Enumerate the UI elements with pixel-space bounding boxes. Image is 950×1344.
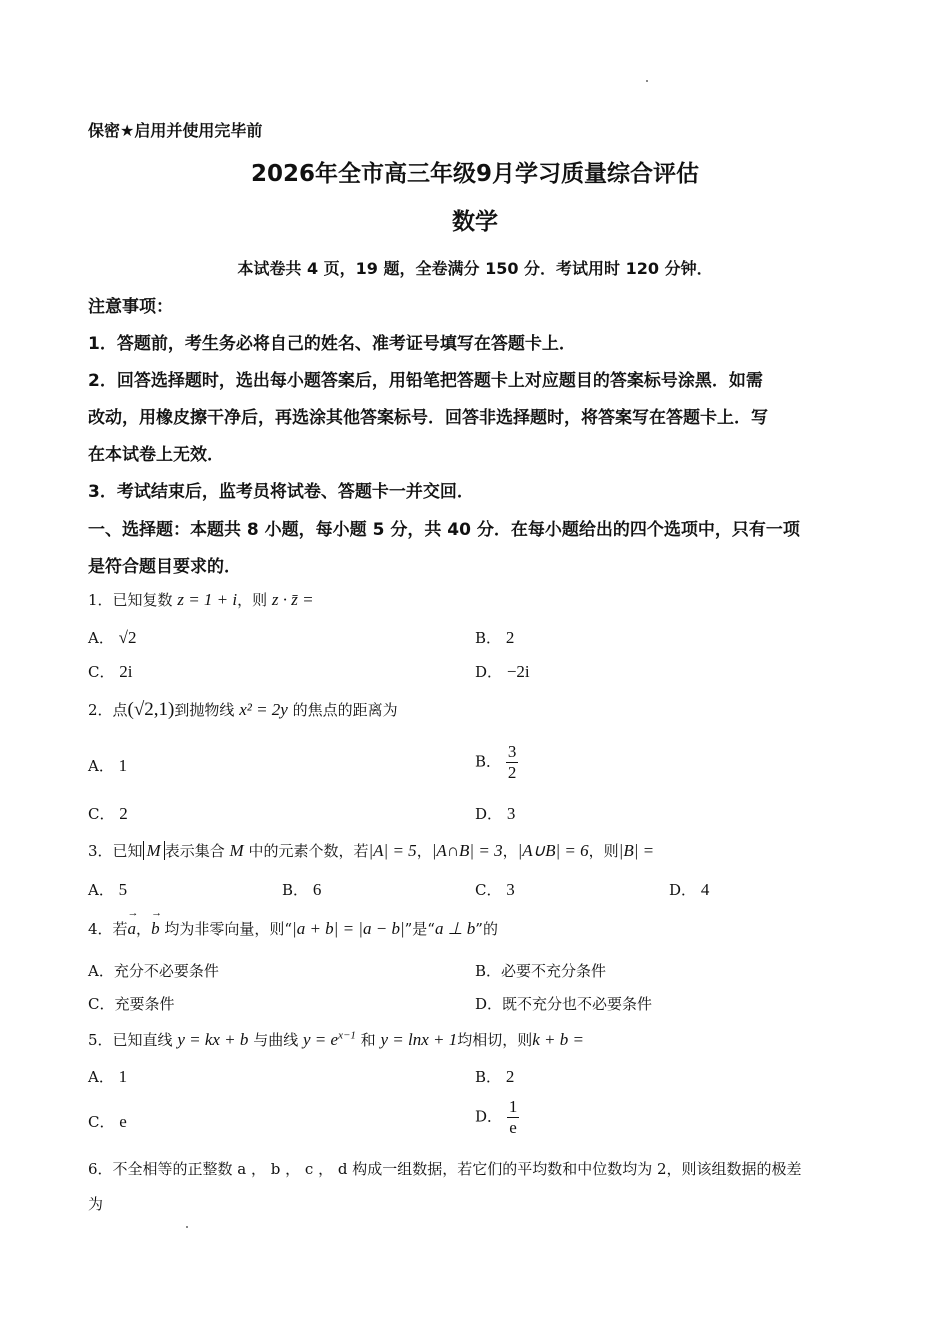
option-label: A． (88, 881, 114, 899)
question-4-option-b (475, 960, 606, 981)
fraction-numerator: 1 (508, 1097, 518, 1116)
option-label: D． (669, 881, 697, 899)
option-label: C． (475, 881, 502, 899)
option-label: D． (475, 663, 503, 681)
option-value: 充要条件 (114, 995, 175, 1013)
notice-item-2-line-1: 2．回答选择题时，选出每小题答案后，用铅笔把答题卡上对应题目的答案标号涂黑．如需 (88, 371, 763, 391)
question-3-option-d (669, 879, 709, 900)
option-value: 既不充分也不必要条件 (502, 995, 653, 1013)
option-value: 1 (118, 756, 128, 775)
option-value: 1 (118, 1067, 128, 1086)
option-label: C． (88, 1113, 115, 1131)
question-2-option-d (475, 803, 515, 824)
curve-exponent: x−1 (338, 1029, 356, 1042)
question-3-stem: 3．已知 M 表示集合 M 中的元素个数，若|A| = 5，|A∩B| = 3，|A∪B| = 6，则|B| = (88, 841, 655, 860)
question-4-prefix: 4．若 (88, 920, 128, 938)
question-3-condition-1: |A| = 5 (368, 841, 417, 860)
question-3-ask: |B| = (618, 841, 655, 860)
question-2-option-b (475, 742, 518, 783)
question-3-text: 表示集合 (164, 842, 225, 860)
question-2-option-c (88, 803, 128, 824)
option-value: 2 (119, 804, 128, 823)
option-value: 充分不必要条件 (113, 962, 219, 980)
question-5-prefix: 5．已知直线 (88, 1031, 173, 1049)
option-value: −2i (506, 662, 530, 681)
question-4-condition: |a + b| = |a − b| (292, 919, 405, 938)
notice-item-1: 1．答题前，考生务必将自己的姓名、准考证号填写在答题卡上． (88, 334, 576, 354)
notice-item-3: 3．考试结束后，监考员将试卷、答题卡一并交回． (88, 482, 474, 502)
question-1-option-d (475, 661, 530, 682)
question-3-option-a (88, 879, 127, 900)
question-4-option-d (475, 993, 652, 1014)
question-2-connector: 到抛物线 (174, 701, 235, 719)
question-1-option-c (88, 661, 133, 682)
question-3-connector: ，则 (588, 842, 619, 860)
question-3-option-b (282, 879, 321, 900)
option-label: B． (475, 1068, 502, 1086)
curve-base: y = e (303, 1030, 339, 1049)
option-label: A． (88, 962, 114, 980)
question-2-stem (88, 699, 398, 721)
option-label: B． (475, 752, 502, 771)
option-value: 3 (506, 880, 515, 899)
option-label: B． (475, 962, 502, 980)
question-3-condition-2: |A∩B| = 3 (431, 841, 503, 860)
question-4-stem (88, 918, 498, 939)
question-5-option-d (475, 1097, 519, 1138)
question-5-text: 与曲线 (253, 1031, 299, 1049)
question-4-vector-b: → b (151, 919, 160, 939)
question-1-stem (88, 589, 314, 610)
option-value: √2 (118, 628, 137, 647)
question-4-comma: ， (136, 920, 152, 938)
option-label: D． (475, 995, 503, 1013)
question-5-curve-1 (303, 1030, 356, 1049)
exam-info: 本试卷共 4 页，19 题，全卷满分 150 分．考试用时 120 分钟． (237, 259, 713, 278)
option-value: 2 (505, 1067, 515, 1086)
option-value: 2i (119, 662, 133, 681)
option-label: D． (475, 1107, 503, 1126)
option-fraction (506, 742, 519, 783)
fraction-numerator: 3 (507, 742, 517, 761)
question-6-stem-line-2: 为 (88, 1195, 104, 1213)
option-label: A． (88, 757, 114, 775)
question-4-option-c (88, 993, 175, 1014)
question-1-prefix: 1．已知复数 (88, 591, 173, 609)
question-5-option-a (88, 1066, 127, 1087)
question-4-option-a (88, 960, 219, 981)
option-label: B． (282, 881, 309, 899)
question-3-prefix: 3．已知 (88, 842, 143, 860)
question-1-option-b (475, 627, 514, 648)
question-4-condition-2: a ⊥ b (434, 919, 476, 938)
option-label: B． (475, 629, 502, 647)
option-fraction (507, 1097, 520, 1138)
option-label: C． (88, 663, 115, 681)
question-3-text: 中的元素个数，若 (248, 842, 369, 860)
question-2-option-a (88, 755, 127, 776)
section-1-heading-line-1: 一、选择题：本题共 8 小题，每小题 5 分，共 40 分．在每小题给出的四个选项中，只有一项 (88, 520, 800, 540)
option-value: 6 (312, 880, 322, 899)
exam-title: 2026年全市高三年级9月学习质量综合评估 (250, 161, 700, 187)
question-2-equation: x² = 2y (239, 700, 288, 719)
option-value: 4 (700, 880, 710, 899)
option-value: 3 (506, 804, 516, 823)
option-value: 5 (118, 880, 128, 899)
confidential-label: 保密★启用并使用完毕前 (88, 121, 263, 140)
notice-item-2-line-3: 在本试卷上无效． (88, 445, 224, 465)
question-5-text: 均相切，则 (457, 1031, 533, 1049)
option-value: 2 (505, 628, 515, 647)
question-3-set: M (229, 841, 244, 860)
question-4-text: 均为非零向量，则“ (164, 920, 293, 938)
option-value: 必要不充分条件 (501, 962, 607, 980)
option-label: A． (88, 629, 114, 647)
scan-speck (646, 80, 648, 82)
question-2-point: (√2,1) (127, 699, 175, 720)
fraction-denominator: 2 (507, 763, 517, 782)
question-1-equation: z = 1 + i (177, 590, 238, 609)
notice-item-2-line-2: 改动，用橡皮擦干净后，再选涂其他答案标号．回答非选择题时，将答案写在答题卡上．写 (88, 408, 768, 428)
question-4-text: ”是“ (404, 920, 435, 938)
question-5-ask: k + b = (532, 1030, 584, 1049)
question-3-cardinality: M (143, 841, 165, 860)
notice-heading: 注意事项： (88, 297, 173, 317)
question-5-stem (88, 1029, 584, 1050)
option-label: D． (475, 805, 503, 823)
question-5-line: y = kx + b (177, 1030, 249, 1049)
question-5-text: 和 (360, 1031, 376, 1049)
subject-title: 数学 (452, 209, 498, 235)
question-2-suffix: 的焦点的距离为 (292, 701, 398, 719)
question-5-curve-2: y = lnx + 1 (380, 1030, 458, 1049)
question-6-stem-line-1: 6．不全相等的正整数 a ， b ， c ， d 构成一组数据，若它们的平均数和中位数均为 2，则该组数据的极差 (88, 1160, 802, 1178)
question-3-option-c (475, 879, 515, 900)
option-value: e (119, 1112, 127, 1131)
question-2-prefix: 2．点 (88, 701, 128, 719)
fraction-denominator: e (509, 1118, 517, 1137)
question-1-connector: ，则 (237, 591, 268, 609)
scan-speck (186, 1226, 188, 1228)
section-1-heading-line-2: 是符合题目要求的． (88, 557, 241, 577)
option-label: C． (88, 805, 115, 823)
question-1-option-a (88, 627, 136, 648)
question-5-option-b (475, 1066, 514, 1087)
option-label: C． (88, 995, 115, 1013)
option-label: A． (88, 1068, 114, 1086)
question-5-option-c (88, 1111, 127, 1132)
question-1-expression: z · z̄ = (271, 590, 314, 609)
question-4-suffix: ”的 (475, 920, 498, 938)
question-3-condition-3: |A∪B| = 6 (517, 841, 589, 860)
question-4-vector-a: → a (128, 919, 137, 939)
